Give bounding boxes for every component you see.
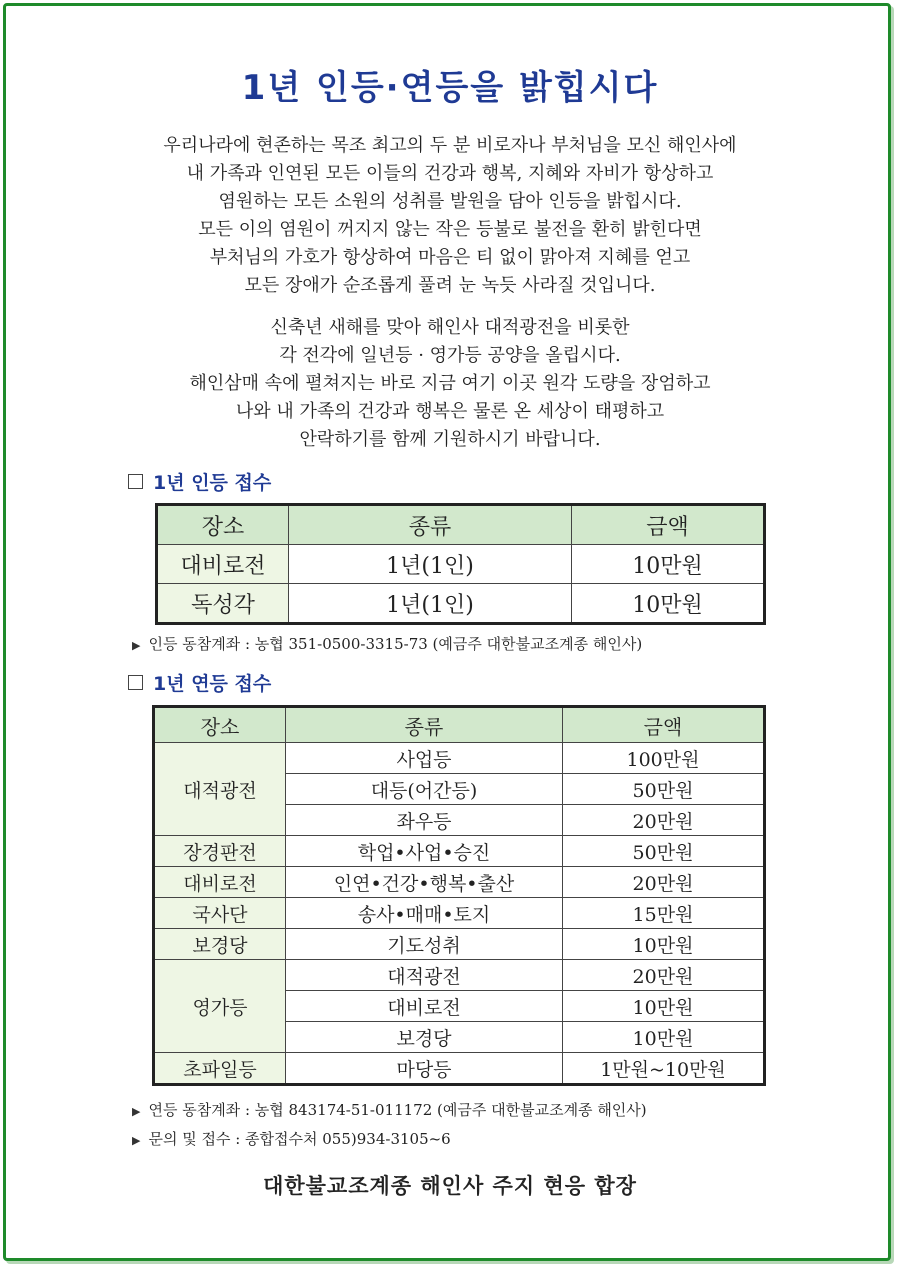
- header-type: 종류: [289, 505, 572, 545]
- cell-amount: 20만원: [563, 867, 765, 898]
- table-row: [154, 1053, 765, 1085]
- cell-amount: 10만원: [563, 1022, 765, 1053]
- intro-line: 모든 장애가 순조롭게 풀려 눈 녹듯 사라질 것입니다.: [244, 275, 656, 296]
- header-place: 장소: [157, 505, 289, 545]
- cell-amount: 100만원: [563, 743, 765, 774]
- table-header-row: [154, 707, 765, 743]
- header-type: 종류: [286, 707, 563, 743]
- cell-amount: 15만원: [563, 898, 765, 929]
- table-row: [154, 836, 765, 867]
- second-paragraph: [0, 314, 900, 454]
- cell-place: 보경당: [154, 929, 286, 960]
- cell-type: 사업등: [286, 743, 563, 774]
- yeondeung-section-heading: [128, 669, 271, 696]
- table-row: [157, 545, 765, 584]
- cell-amount: 1만원~10만원: [563, 1053, 765, 1085]
- yeondeung-heading-text: 1년 연등 접수: [153, 673, 272, 695]
- cell-place: 장경판전: [154, 836, 286, 867]
- cell-type: 기도성취: [286, 929, 563, 960]
- bullet-triangle-icon: ▶: [132, 639, 141, 652]
- cell-type: 1년(1인): [289, 584, 572, 624]
- cell-amount: 20만원: [563, 960, 765, 991]
- contact-note: [132, 1128, 451, 1149]
- indeung-table: [155, 503, 766, 625]
- cell-type: 1년(1인): [289, 545, 572, 584]
- bullet-triangle-icon: ▶: [132, 1134, 141, 1147]
- second-line: 해인삼매 속에 펼쳐지는 바로 지금 여기 이곳 원각 도량을 장엄하고: [189, 373, 711, 394]
- table-row: [157, 584, 765, 624]
- table-row: [154, 960, 765, 991]
- intro-line: 내 가족과 인연된 모든 이들의 건강과 행복, 지혜와 자비가 항상하고: [186, 163, 714, 184]
- cell-type: 대비로전: [286, 991, 563, 1022]
- header-amount: 금액: [563, 707, 765, 743]
- intro-line: 부처님의 가호가 항상하여 마음은 티 없이 맑아져 지혜를 얻고: [209, 247, 691, 268]
- cell-amount: 50만원: [563, 774, 765, 805]
- yeondeung-account-note: [132, 1099, 647, 1120]
- second-line: 신축년 새해를 맞아 해인사 대적광전을 비롯한: [270, 317, 630, 338]
- cell-amount: 10만원: [563, 991, 765, 1022]
- table-header-row: [157, 505, 765, 545]
- cell-type: 대등(어간등): [286, 774, 563, 805]
- bullet-triangle-icon: ▶: [132, 1105, 141, 1118]
- intro-line: 우리나라에 현존하는 목조 최고의 두 분 비로자나 부처님을 모신 해인사에: [163, 135, 737, 156]
- cell-place: 독성각: [157, 584, 289, 624]
- cell-type: 보경당: [286, 1022, 563, 1053]
- yeondeung-account-text: 연등 동참계좌 : 농협 843174-51-011172 (예금주 대한불교조계종 해인사): [148, 1101, 647, 1119]
- indeung-heading-text: 1년 인등 접수: [153, 472, 272, 494]
- contact-text: 문의 및 접수 : 종합접수처 055)934-3105~6: [148, 1130, 451, 1148]
- second-line: 안락하기를 함께 기원하시기 바랍니다.: [299, 429, 601, 450]
- cell-place: 대비로전: [154, 867, 286, 898]
- cell-type: 마당등: [286, 1053, 563, 1085]
- header-amount: 금액: [572, 505, 765, 545]
- cell-amount: 50만원: [563, 836, 765, 867]
- cell-type: 좌우등: [286, 805, 563, 836]
- table-row: [154, 898, 765, 929]
- page-title: 1년 인등·연등을 밝힙시다: [241, 68, 659, 108]
- cell-place: 국사단: [154, 898, 286, 929]
- checkbox-square-icon: [128, 474, 143, 489]
- cell-place: 대적광전: [154, 743, 286, 836]
- header-place: 장소: [154, 707, 286, 743]
- cell-type: 인연•건강•행복•출산: [286, 867, 563, 898]
- cell-type: 학업•사업•승진: [286, 836, 563, 867]
- cell-place: 초파일등: [154, 1053, 286, 1085]
- indeung-account-text: 인등 동참계좌 : 농협 351-0500-3315-73 (예금주 대한불교조계종 해인사): [148, 635, 643, 653]
- cell-type: 대적광전: [286, 960, 563, 991]
- footer-signature: 대한불교조계종 해인사 주지 현응 합장: [263, 1174, 637, 1198]
- indeung-section-heading: [128, 468, 271, 495]
- table-row: [154, 929, 765, 960]
- indeung-account-note: [132, 633, 642, 654]
- cell-place: 영가등: [154, 960, 286, 1053]
- cell-type: 송사•매매•토지: [286, 898, 563, 929]
- intro-paragraph: [0, 132, 900, 300]
- table-row: [154, 743, 765, 774]
- intro-line: 염원하는 모든 소원의 성취를 발원을 담아 인등을 밝힙시다.: [218, 191, 682, 212]
- intro-line: 모든 이의 염원이 꺼지지 않는 작은 등불로 불전을 환히 밝힌다면: [198, 219, 702, 240]
- cell-amount: 10만원: [572, 545, 765, 584]
- second-line: 각 전각에 일년등 · 영가등 공양을 올립시다.: [279, 345, 621, 366]
- second-line: 나와 내 가족의 건강과 행복은 물론 온 세상이 태평하고: [235, 401, 665, 422]
- cell-place: 대비로전: [157, 545, 289, 584]
- table-row: [154, 867, 765, 898]
- checkbox-square-icon: [128, 675, 143, 690]
- cell-amount: 10만원: [563, 929, 765, 960]
- cell-amount: 20만원: [563, 805, 765, 836]
- cell-amount: 10만원: [572, 584, 765, 624]
- yeondeung-table: [152, 705, 766, 1086]
